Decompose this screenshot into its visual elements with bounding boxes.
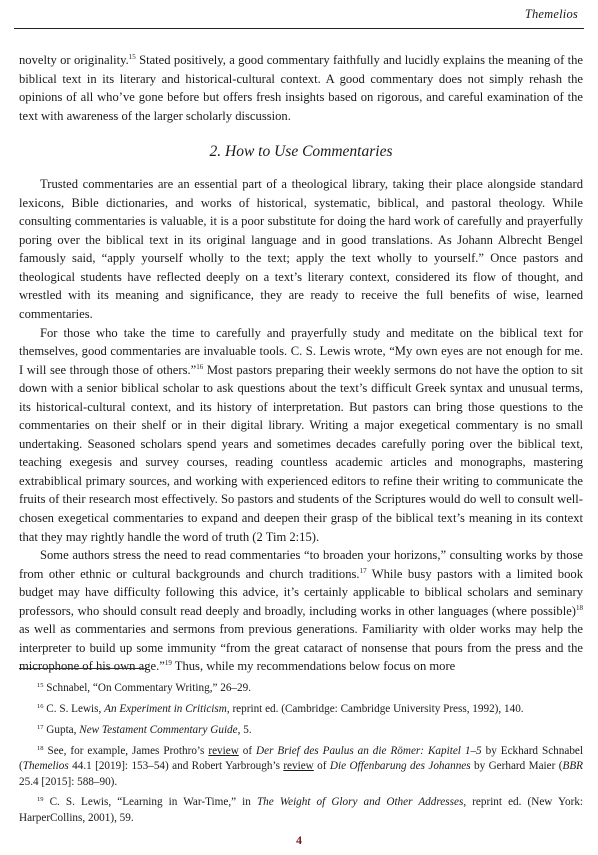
footnote-ref[interactable]: 17 — [359, 566, 367, 575]
section-heading: 2. How to Use Commentaries — [209, 143, 393, 161]
header-rule — [14, 28, 584, 29]
paragraph: Trusted commentaries are an essential part of a theological library, taking their place alongside standard lexicons, Bible dictionaries, and works of historical, systematic, biblical, and pastoral theology. While consulting commentaries is valuable, it is a poor substitute for doing the hard work of carefully and prayerfully poring over the biblical text in its original language and in good translations. As Johann Albrecht Bengel famously said, “apply yourself wholly to the text; apply the text wholly to yourself.” Once pastors and theological students have reflected deeply on a text’s literary context, considered its flow of thought, and wrestled with its meaning and significance, they are ready to receive the full benefits of wise, learned commentaries. — [19, 177, 583, 322]
footnote-ref[interactable]: 16 — [196, 362, 204, 371]
footnotes — [19, 681, 583, 832]
footnote-rule — [19, 668, 147, 669]
footnote-15: $^{15}$ Schnabel, “On Commentary Writing,” 26–29. — [37, 682, 252, 694]
paragraph-continuation: novelty or originality.$^{15}$ Stated positively, a good commentary faithfully and lucidly explains the meaning of the biblical text in its literary and historical-cultural context. A good commentary does not simply rehash the opinions of all who’ve gone before but offers fresh insights based on rigorous, and careful examination of the text with awareness of the larger scholarly discussion. — [19, 53, 583, 123]
footnote-ref[interactable]: 18 — [576, 603, 583, 612]
footnote-ref[interactable]: 15 — [128, 53, 136, 61]
review-link[interactable]: review — [208, 744, 239, 757]
footnote-18: $^{18}$ See, for example, James Prothro’s review of Der Brief des Paulus an die Römer: Kapitel 1–5 by Eckhard Schnabel (Themelios 44.1 [2019]: 153–54) and Robert Yarbrough’s review of Die Offenbarung des Johannes by Gerhard Maier (BBR 25.4 [2015]: 588–90). — [19, 744, 583, 788]
paragraph: Some authors stress the need to read commentaries “to broaden your horizons,” consulting works by those from other ethnic or cultural backgrounds and church traditions.$^{17}$ While busy pastors with a limited book budget may have difficulty following this advice, it’s certainly applicable to biblical scholars and seminary professors, who should consult read deeply and broadly, including works in other languages (where possible)$^{18}$ as well as commentaries and sermons from previous generations. Familiarity with older works may help the interpreter to build up some immunity “from the great cataract of nonsense that pours from the press and the microphone of his own age.”$^{19}$ Thus, while my recommendations below focus on more — [19, 548, 583, 674]
running-header: Themelios — [524, 7, 578, 21]
footnote-19: $^{19}$ C. S. Lewis, “Learning in War-Time,” in The Weight of Glory and Other Addresses, reprint ed. (New York: HarperCollins, 2001), 59. — [19, 796, 584, 824]
page-number: 4 — [296, 833, 302, 847]
body-text — [19, 51, 583, 676]
footnote-16: $^{16}$ C. S. Lewis, An Experiment in Criticism, reprint ed. (Cambridge: Cambridge University Press, 1992), 140. — [37, 702, 524, 715]
footnote-17: $^{17}$ Gupta, New Testament Commentary Guide, 5. — [37, 723, 252, 736]
footnote-ref[interactable]: 19 — [164, 659, 172, 668]
paragraph: For those who take the time to carefully and prayerfully study and meditate on the biblical text for themselves, good commentaries are invaluable tools. C. S. Lewis wrote, “My own eyes are not enough for me. I will see through those of others.”$^{16}$ Most pastors preparing their weekly sermons do not have the option to sit down with a senior biblical scholar to ask questions about the text’s difficult Greek syntax and unusual terms, its historical-cultural context, and its history of interpretation. But pastors can bring those questions to the commentaries on their shelf or in their digital library. Writing a major exegetical commentary is no small undertaking. Seasoned scholars spend years and sometimes decades carefully poring over the biblical text, teaching exegesis and survey courses, reading countless academic articles and monographs, mastering extrabiblical primary sources, and working with experienced editors to refine their writing to communicate the fruits of their research most effectively. So pastors and students of the Scriptures would do well to consult well-chosen exegetical commentaries to expand and deepen their grasp of the biblical text’s meaning in its context that they may rightly handle the word of truth (2 Tim 2:15). — [19, 325, 583, 544]
review-link[interactable]: review — [283, 760, 314, 773]
